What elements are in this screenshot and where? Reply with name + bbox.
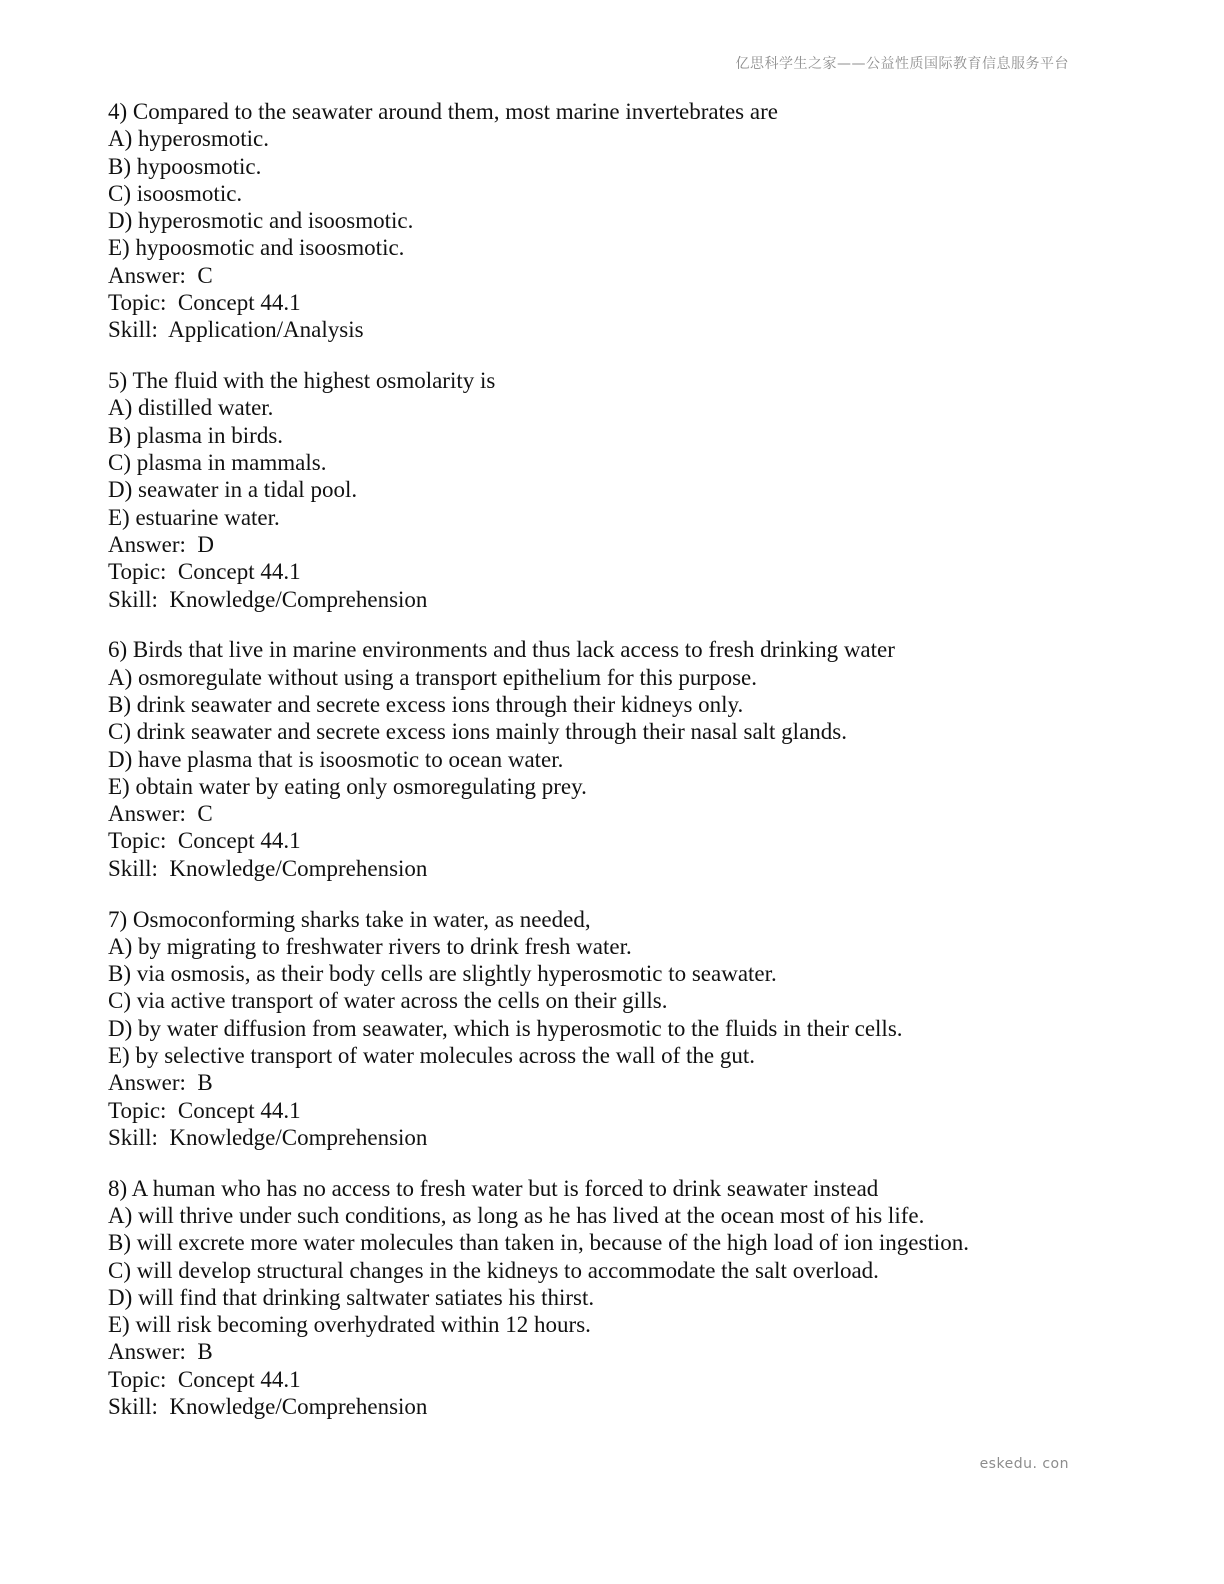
- answer-key: Answer: B: [108, 1070, 213, 1096]
- answer-option: B) via osmosis, as their body cells are slightly hyperosmotic to seawater.: [108, 961, 777, 987]
- question-stem: 7) Osmoconforming sharks take in water, as needed,: [108, 906, 591, 932]
- skill-label: Skill: Knowledge/Comprehension: [108, 586, 428, 612]
- question-block: [108, 367, 1108, 613]
- skill-label: Skill: Application/Analysis: [108, 317, 364, 343]
- answer-option: E) obtain water by eating only osmoregulating prey.: [108, 773, 587, 799]
- page-header: 亿思科学生之家——公益性质国际教育信息服务平台: [735, 56, 1069, 72]
- topic-label: Topic: Concept 44.1: [108, 1097, 301, 1123]
- skill-label: Skill: Knowledge/Comprehension: [108, 855, 428, 881]
- answer-option: E) estuarine water.: [108, 504, 280, 530]
- topic-label: Topic: Concept 44.1: [108, 290, 301, 316]
- answer-option: A) by migrating to freshwater rivers to drink fresh water.: [108, 933, 632, 959]
- page-footer: eskedu. con: [979, 1456, 1069, 1472]
- question-stem: 6) Birds that live in marine environments and thus lack access to fresh drinking water: [108, 637, 895, 663]
- answer-option: B) drink seawater and secrete excess ions through their kidneys only.: [108, 691, 744, 717]
- answer-key: Answer: B: [108, 1339, 213, 1365]
- answer-key: Answer: C: [108, 262, 213, 288]
- answer-option: C) via active transport of water across the cells on their gills.: [108, 988, 668, 1014]
- answer-option: D) by water diffusion from seawater, which is hyperosmotic to the fluids in their cells.: [108, 1015, 903, 1041]
- question-stem: 8) A human who has no access to fresh water but is forced to drink seawater instead: [108, 1175, 879, 1201]
- skill-label: Skill: Knowledge/Comprehension: [108, 1394, 428, 1420]
- answer-key: Answer: C: [108, 801, 213, 827]
- answer-option: A) hyperosmotic.: [108, 126, 269, 152]
- question-block: [108, 636, 1108, 882]
- topic-label: Topic: Concept 44.1: [108, 828, 301, 854]
- answer-option: E) by selective transport of water molecules across the wall of the gut.: [108, 1043, 755, 1068]
- answer-option: C) will develop structural changes in the kidneys to accommodate the salt overload.: [108, 1257, 879, 1283]
- answer-option: A) distilled water.: [108, 395, 274, 421]
- skill-label: Skill: Knowledge/Comprehension: [108, 1124, 428, 1150]
- question-block: [108, 906, 1108, 1152]
- question-block: [108, 98, 1108, 344]
- question-stem: 5) The fluid with the highest osmolarity is: [108, 368, 496, 394]
- answer-option: D) seawater in a tidal pool.: [108, 477, 358, 503]
- answer-option: D) hyperosmotic and isoosmotic.: [108, 208, 414, 234]
- question-block: [108, 1175, 1108, 1421]
- answer-key: Answer: D: [108, 531, 215, 557]
- topic-label: Topic: Concept 44.1: [108, 1366, 301, 1392]
- answer-option: C) isoosmotic.: [108, 180, 243, 206]
- answer-option: B) will excrete more water molecules than taken in, because of the high load of ion ingestion.: [108, 1230, 969, 1256]
- topic-label: Topic: Concept 44.1: [108, 559, 301, 585]
- answer-option: B) plasma in birds.: [108, 422, 284, 448]
- answer-option: A) will thrive under such conditions, as long as he has lived at the ocean most of his life.: [108, 1202, 925, 1228]
- answer-option: B) hypoosmotic.: [108, 153, 262, 179]
- answer-option: E) hypoosmotic and isoosmotic.: [108, 235, 405, 261]
- answer-option: D) will find that drinking saltwater satiates his thirst.: [108, 1284, 595, 1310]
- answer-option: C) plasma in mammals.: [108, 450, 327, 476]
- answer-option: A) osmoregulate without using a transport epithelium for this purpose.: [108, 664, 757, 690]
- question-list: [108, 98, 1108, 1420]
- answer-option: C) drink seawater and secrete excess ions mainly through their nasal salt glands.: [108, 719, 847, 745]
- answer-option: E) will risk becoming overhydrated within 12 hours.: [108, 1312, 591, 1338]
- answer-option: D) have plasma that is isoosmotic to ocean water.: [108, 746, 564, 772]
- question-stem: 4) Compared to the seawater around them, most marine invertebrates are: [108, 99, 778, 124]
